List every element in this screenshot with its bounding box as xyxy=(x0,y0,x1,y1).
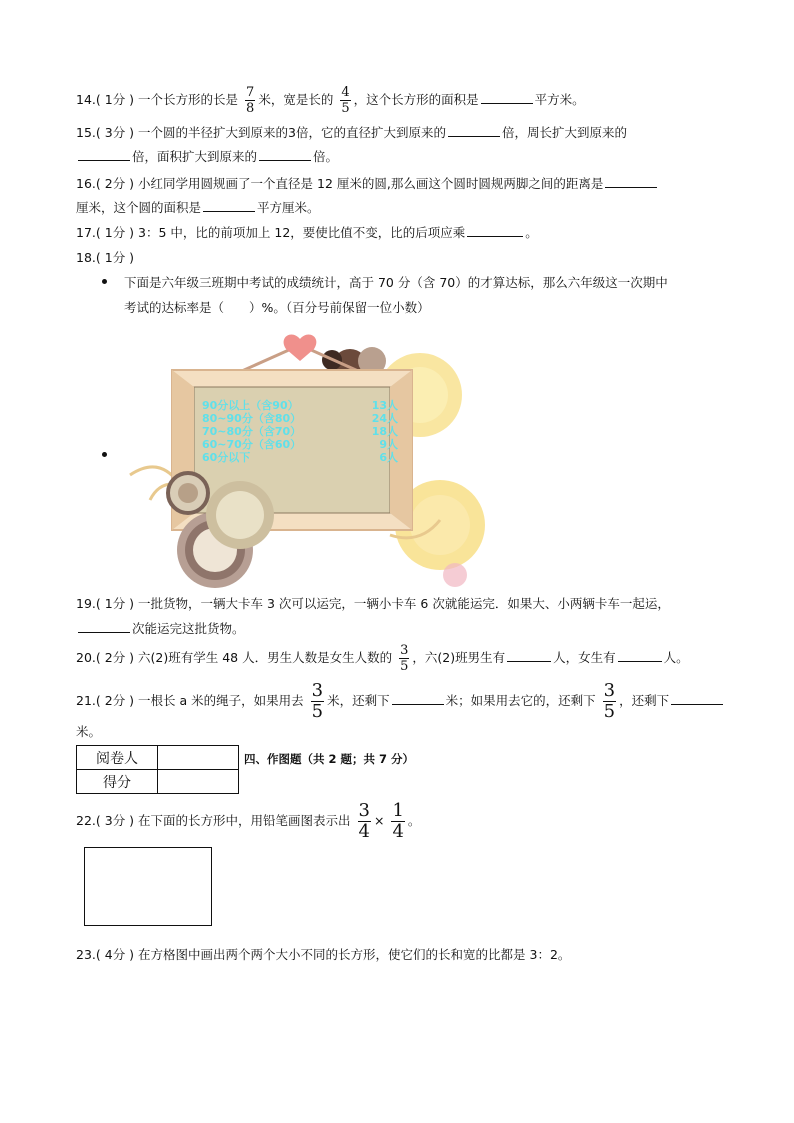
reviewer-label: 阅卷人 xyxy=(77,746,158,770)
answer-blank[interactable] xyxy=(507,649,551,662)
question-14: 14.( 1分 ) 一个长方形的长是 $\frac{7}{8}$ 米，宽是长的 $\frac{4}{5}$ ，这个长方形的面积是 平方米。 xyxy=(76,85,585,116)
fraction: $\frac{3}{5}$ xyxy=(603,680,616,722)
section-title: 四、作图题（共 2 题；共 7 分） xyxy=(244,752,415,766)
score-list xyxy=(202,399,398,464)
answer-blank[interactable] xyxy=(618,649,662,662)
fraction: $\frac{3}{4}$ xyxy=(358,800,370,842)
question-20: 20.( 2分 ) 六(2)班有学生 48 人．男生人数是女生人数的 $\frac{3}{5}$ ，六(2)班男生有 人，女生有 人。 xyxy=(76,643,689,674)
fraction: $\frac{3}{5}$ xyxy=(400,643,409,674)
score-field[interactable] xyxy=(158,770,239,794)
question-15-cont: 倍，面积扩大到原来的 倍。 xyxy=(76,147,338,165)
question-15: 15.( 3分 ) 一个圆的半径扩大到原来的3倍，它的直径扩大到原来的 倍，周长扩大到原来的 xyxy=(76,125,628,140)
question-21-cont: 米。 xyxy=(76,724,102,739)
score-row: 90分以上（含90） 13人 xyxy=(202,399,398,412)
answer-blank[interactable] xyxy=(481,91,533,104)
score-row: 80~90分（含80） 24人 xyxy=(202,412,398,425)
answer-blank[interactable] xyxy=(671,692,723,705)
question-19: 19.( 1分 ) 一批货物，一辆大卡车 3 次可以运完，一辆小卡车 6 次就能运完．如果大、小两辆卡车一起运， xyxy=(76,596,670,611)
fraction: $\frac{7}{8}$ xyxy=(246,85,255,116)
grader-table xyxy=(76,745,239,794)
question-18-text-2: 考试的达标率是（ ）%。（百分号前保留一位小数） xyxy=(124,300,430,315)
question-16: 16.( 2分 ) 小红同学用圆规画了一个直径是 12 厘米的圆,那么画这个圆时圆规两脚之间的距离是 xyxy=(76,174,659,192)
answer-blank[interactable] xyxy=(448,124,500,137)
answer-blank[interactable] xyxy=(467,224,523,237)
question-23: 23.( 4分 ) 在方格图中画出两个两个大小不同的长方形，使它们的长和宽的比都是 3：2。 xyxy=(76,947,571,962)
score-label: 得分 xyxy=(77,770,158,794)
fraction: $\frac{4}{5}$ xyxy=(341,85,350,116)
answer-blank[interactable] xyxy=(605,175,657,188)
score-row: 70~80分（含70） 18人 xyxy=(202,425,398,438)
question-18-text: 下面是六年级三班期中考试的成绩统计，高于 70 分（含 70）的才算达标，那么六年级这一次期中 xyxy=(124,275,668,290)
list-bullet xyxy=(102,452,107,457)
reviewer-field[interactable] xyxy=(158,746,239,770)
fraction: $\frac{3}{5}$ xyxy=(311,680,324,722)
answer-blank[interactable] xyxy=(392,692,444,705)
answer-blank[interactable] xyxy=(78,620,130,633)
score-row: 60~70分（含60） 9人 xyxy=(202,438,398,451)
fraction: $\frac{1}{4}$ xyxy=(392,800,404,842)
answer-blank[interactable] xyxy=(203,199,255,212)
question-19-cont: 次能运完这批货物。 xyxy=(76,619,245,637)
answer-blank[interactable] xyxy=(259,148,311,161)
question-17: 17.( 1分 ) 3：5 中，比的前项加上 12，要使比值不变，比的后项应乘 。 xyxy=(76,225,538,240)
score-row: 60分以下 6人 xyxy=(202,451,398,464)
question-22: 22.( 3分 ) 在下面的长方形中，用铅笔画图表示出 $\frac{3}{4}$ × $\frac{1}{4}$ 。 xyxy=(76,800,421,842)
drawing-rectangle[interactable] xyxy=(84,847,212,926)
question-21: 21.( 2分 ) 一根长 a 米的绳子，如果用去 $\frac{3}{5}$ 米，还剩下 米；如果用去它的，还剩下 $\frac{3}{5}$ ，还剩下 xyxy=(76,682,725,721)
question-18: 18.( 1分 ) xyxy=(76,250,135,265)
list-bullet xyxy=(102,279,107,284)
question-16-cont: 厘米，这个圆的面积是 平方厘米。 xyxy=(76,200,320,215)
answer-blank[interactable] xyxy=(78,148,130,161)
